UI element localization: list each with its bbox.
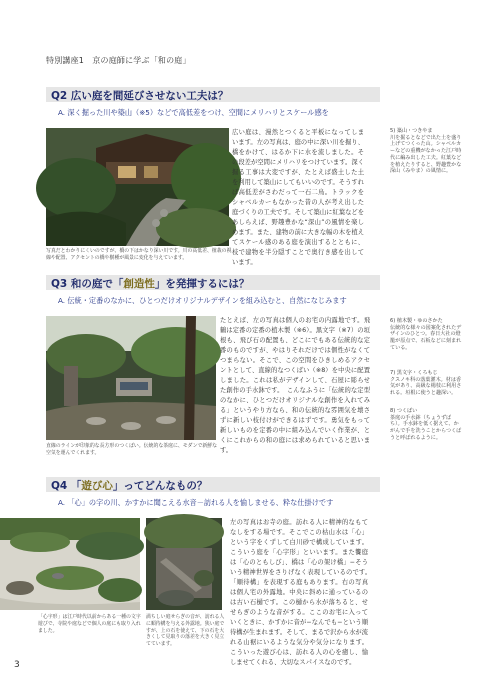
photo-karesansui <box>0 518 140 610</box>
photo-caption-q2: 写真だとわかりにくいのですが、橋の下はかなり深い川です。川の高低差、植栽の視線や配置、アクセントの橋や樹種が風景に変化を与えています。 <box>46 248 232 261</box>
side-note-5-title: 築山・つきやま <box>396 128 433 134</box>
side-note-8-title: つくばい <box>396 408 418 414</box>
photo-garden-bridge <box>46 128 229 246</box>
photo-stone-gutter <box>146 518 222 610</box>
section-title-q4-highlight: 遊び心 <box>81 480 113 492</box>
section-title-q4-post: 」ってどんなもの？ <box>112 480 208 492</box>
side-note-8-number: 8) <box>390 408 396 414</box>
section-body-q3: たとえば、左の写真は個人のお宅の内露地です。飛鶴は定番の定番の植木製（※6）。黒文字（※7）の垣根も、飛び石の配置も、どこにでもある伝統的な定番のものですが、やはりそれだけでは個性がなくてつまらない。そこで、この空間をひきしめるアクセントとして、直線的なつくばい（※8）を中央に配置しました。これは私がデザインして、石屋に彫らせた創作の手水鉢です。 こんなふうに「伝統的な定型のなかに、ひとつだけオリジナルな創作を入れてみる」というやり方なら、和の伝統的な雰囲気を壊さずに新しい枝付けができるはずです。勇気をもって新しいものを定番の中に組み込んでいく作業が、とくにこれからの和の庭には求められていると思います。 <box>220 317 370 454</box>
photo-caption-q3: 直線のラインが印象的な長方形のつくばい。伝統的な茶庭に、モダンで新鮮な空気を運んでくれます。 <box>46 443 218 456</box>
section-title-q2: Q2 広い庭を間延びさせない工夫は？ <box>51 90 229 102</box>
section-bar-q3 <box>46 275 380 290</box>
side-note-7-number: 7) <box>390 370 396 376</box>
side-note-6-number: 6) <box>390 318 396 324</box>
section-answer-q2: A. 深く掘った川や築山（※5）などで高低差をつけ、空間にメリハリとスケール感を <box>58 108 329 117</box>
side-note-6-text: 伝統的な様々の図案化されたデザインのひとつ。春日大社の燈籠が原点で、石板などに刻まれている。 <box>390 324 462 351</box>
side-note-7-text: クスノキ科の落葉灌木。材は香気があり、高級な楊枝に利用される。垣根に使うと趣深い。 <box>390 376 462 397</box>
side-note-5 <box>390 128 462 175</box>
side-note-8 <box>390 408 462 442</box>
section-bar-q4 <box>46 477 380 492</box>
section-title-q3-post: 」を発揮するには？ <box>154 278 250 290</box>
section-body-q4: 左の写真はお寺の庭。訪れる人に精神的なもてなしをする場です。そこでこの枯山水は「心」という字をくずして白川砂で構成しています。こういう庭を「心字形」といいます。また饗庭は「心のともしび」、橋は「心の架け橋」−そういう精神世界をさりげなく表現しているのです。 「順待構」を表現する庭もあります。右の写真は個人宅の外露地。中央に斜めに通っているのは古い石樋です。この樋から水が落ちると、せせらぎのような音がする。ここのお宅に入っていくときに、かすかに音が−なんでも−という順待構が生まれます。そして、まるで沢から水が流れる山裾にいるような気分や気分になります。こういった遊び心は、訪れる人の心を癒し、愉しませてくれる、大切なスパイスなのです。 <box>230 519 375 666</box>
section-body-q2: 広い庭は、漫然とつくると平板になってしまいます。左の写真は、庭の中に深い川を掘り、橋をかけて、はるか下に水を流しました。その段差が空間にメリハリをつけています。深く掘る工事は大変ですが、たとえば盛土した土を利用して築山にしてもいいのです。そうすれば高低差がさわだって一石二鳥。トラックをシャベルカーもなかった昔の人が考え出した庭づくりの工夫です。そして築山に紅葉などをあしらえば、野趣豊かな“深山”の風情を楽しめます。また、建物の前に大きな幅の木を植えてスケール感のある庭を演出するとともに、枝で建物を半分隠すことで奥行き感を出しています。 <box>232 129 364 266</box>
side-note-5-number: 5) <box>390 128 396 134</box>
side-note-6-title: 植木製・ゆのさかた <box>396 318 443 324</box>
section-answer-q3: A. 伝統・定番のなかに、ひとつだけオリジナルデザインを組み込むと、自然になじみます <box>58 296 347 305</box>
section-answer-q4: A. 「心」の字の川、かすかに聞こえる水音－訪れる人を愉しませる、粋な仕掛けです <box>58 498 334 507</box>
side-note-7 <box>390 370 462 397</box>
side-note-8-text: 茶庭の手水鉢（ちょうずばち）。手水鉢を低く据えて、かがんで手を洗うことからつくばうと呼ばれるように。 <box>390 414 462 441</box>
page-number: 3 <box>14 660 20 670</box>
photo-caption-q4-right: 満ちしい庭せらぎの音が、訪れる人に順待構を与える外露地。狭い庭ですが、上の石を使えて、下の石を大きくして見取りの落差を大きく見立てています。 <box>146 614 225 648</box>
side-note-7-title: 黒文字・くろもじ <box>396 370 438 376</box>
photo-caption-q4-left: 「心字形」は江戸時代以前からある一種の文字遊びで、寺院や庭などで個人の庭にも取り入れました。 <box>38 614 141 634</box>
side-note-5-text: 川を掘るとなどで出た土を盛り上げてつくった山。シャベルカーなどの重機がなかった江戸時代に編み出した工夫。紅葉などを植えたりすると、野趣豊かな深山（みやま）の風情に。 <box>390 134 462 175</box>
section-title-q4-pre: Q4 「 <box>51 480 82 492</box>
page-header: 特別講座1 京の庭師に学ぶ「和の庭」 <box>46 56 191 65</box>
section-title-q3-pre: Q3 和の庭で「 <box>51 278 124 290</box>
section-bar-q2 <box>46 87 380 102</box>
photo-tsukubai <box>46 316 216 440</box>
section-title-q3-highlight: 創造性 <box>123 278 155 290</box>
side-note-6 <box>390 318 462 352</box>
